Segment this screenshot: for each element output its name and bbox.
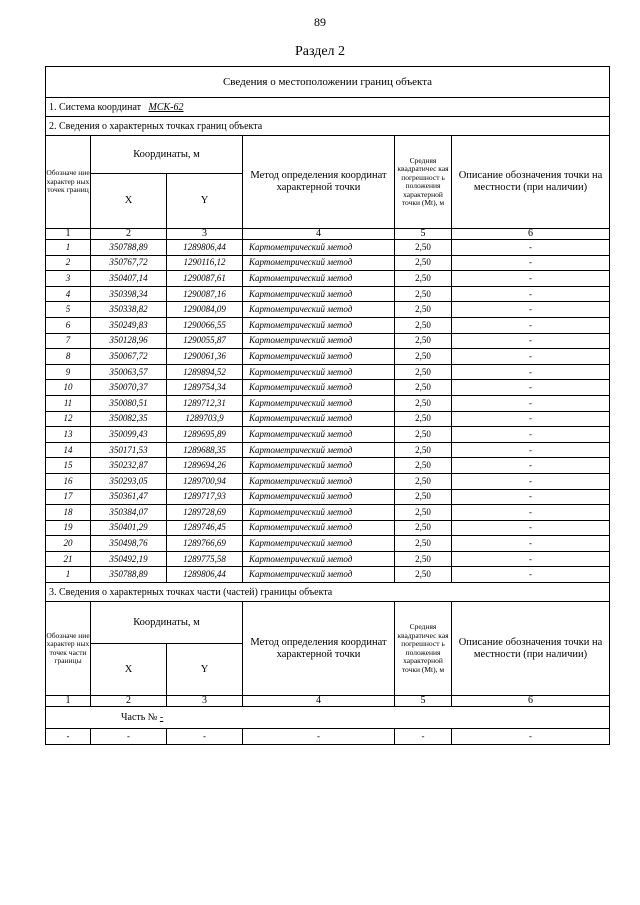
method-cell: Картометрический метод	[243, 427, 395, 443]
description-cell: -	[452, 395, 610, 411]
description-cell: -	[452, 286, 610, 302]
table-row	[46, 286, 610, 302]
coord-y-cell: 1290055,87	[167, 333, 243, 349]
description-cell: -	[452, 333, 610, 349]
accuracy-cell: 2,50	[395, 364, 452, 380]
empty-cell: -	[167, 729, 243, 745]
method-cell: Картометрический метод	[243, 240, 395, 256]
col-number: 5	[395, 696, 452, 707]
coord-y-cell: 1289728,69	[167, 505, 243, 521]
point-id-cell: 12	[46, 411, 91, 427]
coord-x-cell: 350128,96	[91, 333, 167, 349]
coord-x-cell: 350067,72	[91, 349, 167, 365]
coord-y-cell: 1289754,34	[167, 380, 243, 396]
table-title: Сведения о местоположении границ объекта	[46, 67, 610, 98]
coord-y-cell: 1289746,45	[167, 520, 243, 536]
coord-x-cell: 350232,87	[91, 458, 167, 474]
empty-cell: -	[91, 729, 167, 745]
coord-x-cell: 350788,89	[91, 567, 167, 583]
header2-y: Y	[167, 644, 243, 696]
method-cell: Картометрический метод	[243, 380, 395, 396]
description-cell: -	[452, 364, 610, 380]
description-cell: -	[452, 505, 610, 521]
point-id-cell: 16	[46, 473, 91, 489]
point-id-cell: 18	[46, 505, 91, 521]
table-row	[46, 240, 610, 256]
point-id-cell: 5	[46, 302, 91, 318]
coord-x-cell: 350171,53	[91, 442, 167, 458]
table-row	[46, 302, 610, 318]
description-cell: -	[452, 442, 610, 458]
table-row	[46, 255, 610, 271]
description-cell: -	[452, 317, 610, 333]
coord-y-cell: 1290087,61	[167, 271, 243, 287]
col-number: 1	[46, 229, 91, 240]
header2-accuracy: Средняя квадратичес кая погрешност ь положения характерной точки (Mt), м	[395, 602, 452, 696]
table-row	[46, 536, 610, 552]
part-row	[46, 707, 610, 729]
points-section-label: 2. Сведения о характерных точках границ объекта	[46, 117, 610, 136]
accuracy-cell: 2,50	[395, 505, 452, 521]
accuracy-cell: 2,50	[395, 240, 452, 256]
accuracy-cell: 2,50	[395, 380, 452, 396]
column-numbers-row-2	[46, 696, 610, 707]
table-row	[46, 551, 610, 567]
point-id-cell: 21	[46, 551, 91, 567]
point-id-cell: 4	[46, 286, 91, 302]
header2-method: Метод определения координат характерной точки	[243, 602, 395, 696]
method-cell: Картометрический метод	[243, 442, 395, 458]
accuracy-cell: 2,50	[395, 286, 452, 302]
description-cell: -	[452, 302, 610, 318]
coord-x-cell: 350080,51	[91, 395, 167, 411]
point-id-cell: 14	[46, 442, 91, 458]
point-id-cell: 17	[46, 489, 91, 505]
method-cell: Картометрический метод	[243, 317, 395, 333]
point-id-cell: 11	[46, 395, 91, 411]
coord-x-cell: 350099,43	[91, 427, 167, 443]
header2-point: Обозначе ние характер ных точек части границы	[46, 602, 91, 696]
header2-x: X	[91, 644, 167, 696]
description-cell: -	[452, 349, 610, 365]
description-cell: -	[452, 240, 610, 256]
coord-y-cell: 1289700,94	[167, 473, 243, 489]
point-id-cell: 7	[46, 333, 91, 349]
accuracy-cell: 2,50	[395, 567, 452, 583]
col-number: 4	[243, 229, 395, 240]
point-id-cell: 20	[46, 536, 91, 552]
col-number: 2	[91, 229, 167, 240]
column-numbers-row	[46, 229, 610, 240]
coord-x-cell: 350293,05	[91, 473, 167, 489]
table-row	[46, 271, 610, 287]
point-id-cell: 13	[46, 427, 91, 443]
accuracy-cell: 2,50	[395, 520, 452, 536]
method-cell: Картометрический метод	[243, 520, 395, 536]
method-cell: Картометрический метод	[243, 551, 395, 567]
coord-y-cell: 1289806,44	[167, 567, 243, 583]
coord-system-row	[46, 98, 610, 117]
coord-x-cell: 350361,47	[91, 489, 167, 505]
coord-y-cell: 1289806,44	[167, 240, 243, 256]
header-method: Метод определения координат характерной точки	[243, 136, 395, 229]
col-number: 2	[91, 696, 167, 707]
accuracy-cell: 2,50	[395, 536, 452, 552]
coord-y-cell: 1289894,52	[167, 364, 243, 380]
coord-y-cell: 1289766,69	[167, 536, 243, 552]
coord-x-cell: 350407,14	[91, 271, 167, 287]
coord-x-cell: 350498,76	[91, 536, 167, 552]
header-point: Обозначе ние характер ных точек границ	[46, 136, 91, 229]
description-cell: -	[452, 520, 610, 536]
method-cell: Картометрический метод	[243, 473, 395, 489]
method-cell: Картометрический метод	[243, 364, 395, 380]
accuracy-cell: 2,50	[395, 317, 452, 333]
point-id-cell: 6	[46, 317, 91, 333]
accuracy-cell: 2,50	[395, 458, 452, 474]
table-row	[46, 364, 610, 380]
description-cell: -	[452, 427, 610, 443]
coord-x-cell: 350249,83	[91, 317, 167, 333]
table-row	[46, 380, 610, 396]
coord-x-cell: 350401,29	[91, 520, 167, 536]
coord-system-value: МСК-62	[148, 101, 184, 113]
coord-y-cell: 1289695,89	[167, 427, 243, 443]
point-id-cell: 1	[46, 240, 91, 256]
part-value: -	[159, 712, 164, 724]
method-cell: Картометрический метод	[243, 255, 395, 271]
boundaries-table	[45, 66, 610, 745]
table-row	[46, 489, 610, 505]
col-number: 5	[395, 229, 452, 240]
method-cell: Картометрический метод	[243, 489, 395, 505]
accuracy-cell: 2,50	[395, 333, 452, 349]
table-row	[46, 520, 610, 536]
coord-y-cell: 1289703,9	[167, 411, 243, 427]
description-cell: -	[452, 489, 610, 505]
table-row	[46, 333, 610, 349]
description-cell: -	[452, 271, 610, 287]
point-id-cell: 8	[46, 349, 91, 365]
table-row	[46, 567, 610, 583]
col-number: 4	[243, 696, 395, 707]
method-cell: Картометрический метод	[243, 505, 395, 521]
coord-x-cell: 350788,89	[91, 240, 167, 256]
coord-y-cell: 1290066,55	[167, 317, 243, 333]
coord-y-cell: 1290116,12	[167, 255, 243, 271]
point-id-cell: 3	[46, 271, 91, 287]
description-cell: -	[452, 567, 610, 583]
accuracy-cell: 2,50	[395, 302, 452, 318]
part-label: Часть №	[121, 712, 158, 724]
header-x: X	[91, 174, 167, 229]
point-id-cell: 2	[46, 255, 91, 271]
table-row	[46, 411, 610, 427]
col-number: 3	[167, 696, 243, 707]
description-cell: -	[452, 411, 610, 427]
coord-y-cell: 1290061,36	[167, 349, 243, 365]
table-row	[46, 317, 610, 333]
description-cell: -	[452, 551, 610, 567]
coord-x-cell: 350063,57	[91, 364, 167, 380]
coord-y-cell: 1290087,16	[167, 286, 243, 302]
coord-x-cell: 350082,35	[91, 411, 167, 427]
header-accuracy: Средняя квадратичес кая погрешност ь положения характерной точки (Mt), м	[395, 136, 452, 229]
col-number: 1	[46, 696, 91, 707]
header-y: Y	[167, 174, 243, 229]
point-id-cell: 19	[46, 520, 91, 536]
accuracy-cell: 2,50	[395, 349, 452, 365]
empty-cell: -	[243, 729, 395, 745]
method-cell: Картометрический метод	[243, 271, 395, 287]
col-number: 6	[452, 696, 610, 707]
header-description: Описание обозначения точки на местности (при наличии)	[452, 136, 610, 229]
coord-y-cell: 1289694,26	[167, 458, 243, 474]
coord-x-cell: 350767,72	[91, 255, 167, 271]
description-cell: -	[452, 473, 610, 489]
section-title: Раздел 2	[294, 44, 346, 59]
table-row	[46, 458, 610, 474]
point-id-cell: 15	[46, 458, 91, 474]
coord-y-cell: 1289688,35	[167, 442, 243, 458]
col-number: 6	[452, 229, 610, 240]
accuracy-cell: 2,50	[395, 271, 452, 287]
point-id-cell: 9	[46, 364, 91, 380]
coord-x-cell: 350398,34	[91, 286, 167, 302]
accuracy-cell: 2,50	[395, 411, 452, 427]
page-number: 89	[314, 15, 326, 29]
coord-y-cell: 1289775,58	[167, 551, 243, 567]
coord-x-cell: 350070,37	[91, 380, 167, 396]
table-row	[46, 505, 610, 521]
method-cell: Картометрический метод	[243, 411, 395, 427]
header2-coords: Координаты, м	[91, 602, 243, 644]
header2-description: Описание обозначения точки на местности (при наличии)	[452, 602, 610, 696]
description-cell: -	[452, 255, 610, 271]
point-id-cell: 10	[46, 380, 91, 396]
point-id-cell: 1	[46, 567, 91, 583]
method-cell: Картометрический метод	[243, 536, 395, 552]
coord-system-label: 1. Система координат	[49, 101, 142, 113]
method-cell: Картометрический метод	[243, 349, 395, 365]
table-row	[46, 729, 610, 745]
accuracy-cell: 2,50	[395, 395, 452, 411]
method-cell: Картометрический метод	[243, 286, 395, 302]
table-row	[46, 349, 610, 365]
coord-x-cell: 350338,82	[91, 302, 167, 318]
accuracy-cell: 2,50	[395, 427, 452, 443]
method-cell: Картометрический метод	[243, 567, 395, 583]
coord-x-cell: 350492,19	[91, 551, 167, 567]
accuracy-cell: 2,50	[395, 442, 452, 458]
coord-y-cell: 1289712,31	[167, 395, 243, 411]
coord-x-cell: 350384,07	[91, 505, 167, 521]
coord-y-cell: 1290084,09	[167, 302, 243, 318]
table-row	[46, 473, 610, 489]
empty-cell: -	[46, 729, 91, 745]
description-cell: -	[452, 536, 610, 552]
method-cell: Картометрический метод	[243, 302, 395, 318]
method-cell: Картометрический метод	[243, 333, 395, 349]
accuracy-cell: 2,50	[395, 551, 452, 567]
accuracy-cell: 2,50	[395, 255, 452, 271]
table-row	[46, 395, 610, 411]
accuracy-cell: 2,50	[395, 473, 452, 489]
col-number: 3	[167, 229, 243, 240]
description-cell: -	[452, 380, 610, 396]
description-cell: -	[452, 458, 610, 474]
accuracy-cell: 2,50	[395, 489, 452, 505]
table-row	[46, 442, 610, 458]
header-coords: Координаты, м	[91, 136, 243, 174]
method-cell: Картометрический метод	[243, 458, 395, 474]
coord-y-cell: 1289717,93	[167, 489, 243, 505]
table-row	[46, 427, 610, 443]
empty-cell: -	[395, 729, 452, 745]
parts-section-label: 3. Сведения о характерных точках части (частей) границы объекта	[46, 583, 610, 602]
empty-cell: -	[452, 729, 610, 745]
method-cell: Картометрический метод	[243, 395, 395, 411]
